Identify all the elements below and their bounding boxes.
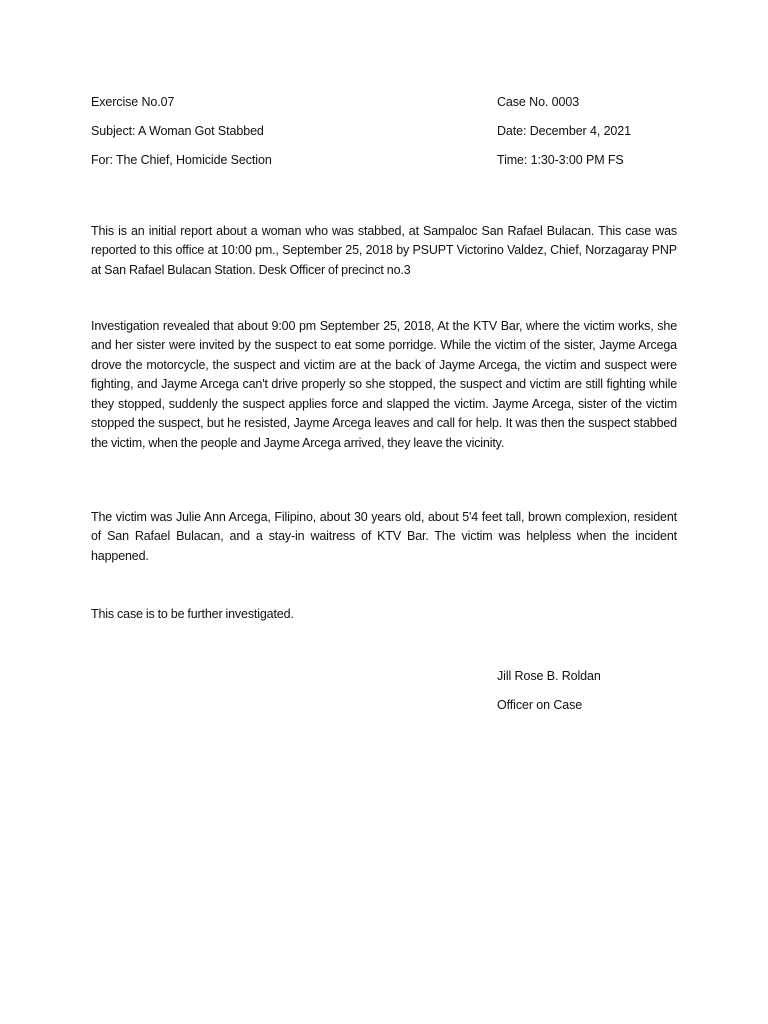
- victim-description-paragraph: The victim was Julie Ann Arcega, Filipino, about 30 years old, about 5'4 feet tall, brown complexion, resident of San Rafael Bulacan, and a stay-in waitress of KTV Bar. The victim was helpless when the incident happened.: [91, 509, 677, 563]
- subject-line: Subject: A Woman Got Stabbed: [91, 124, 264, 138]
- initial-report-paragraph: This is an initial report about a woman who was stabbed, at Sampaloc San Rafael Bulacan. This case was reported to this office at 10:00 pm., September 25, 2018 by PSUPT Victorino Valdez, Chief, Norzagaray PNP at San Rafael Bulacan Station. Desk Officer of precinct no.3: [91, 223, 677, 277]
- officer-name: Jill Rose B. Roldan: [497, 669, 601, 683]
- report-time: Time: 1:30-3:00 PM FS: [497, 153, 624, 167]
- officer-title: Officer on Case: [497, 698, 583, 712]
- recipient-line: For: The Chief, Homicide Section: [91, 153, 272, 167]
- report-date: Date: December 4, 2021: [497, 124, 631, 138]
- closing-paragraph: This case is to be further investigated.: [91, 606, 294, 621]
- investigation-paragraph: Investigation revealed that about 9:00 pm September 25, 2018, At the KTV Bar, where the victim works, she and her sister were invited by the suspect to eat some porridge. While the victim of the sister, Jayme Arcega drove the motorcycle, the suspect and victim are at the back of Jayme Arcega, the victim and suspect were fighting, and Jayme Arcega can't drive properly so she stopped, the suspect and victim are still fighting while they stopped, suddenly the suspect applies force and slapped the victim. Jayme Arcega, sister of the victim stopped the suspect, but he resisted, Jayme Arcega leaves and call for help. It was then the suspect stabbed the victim, when the people and Jayme Arcega arrived, they leave the vicinity.: [91, 318, 677, 450]
- exercise-number: Exercise No.07: [91, 95, 175, 109]
- case-number: Case No. 0003: [497, 95, 580, 109]
